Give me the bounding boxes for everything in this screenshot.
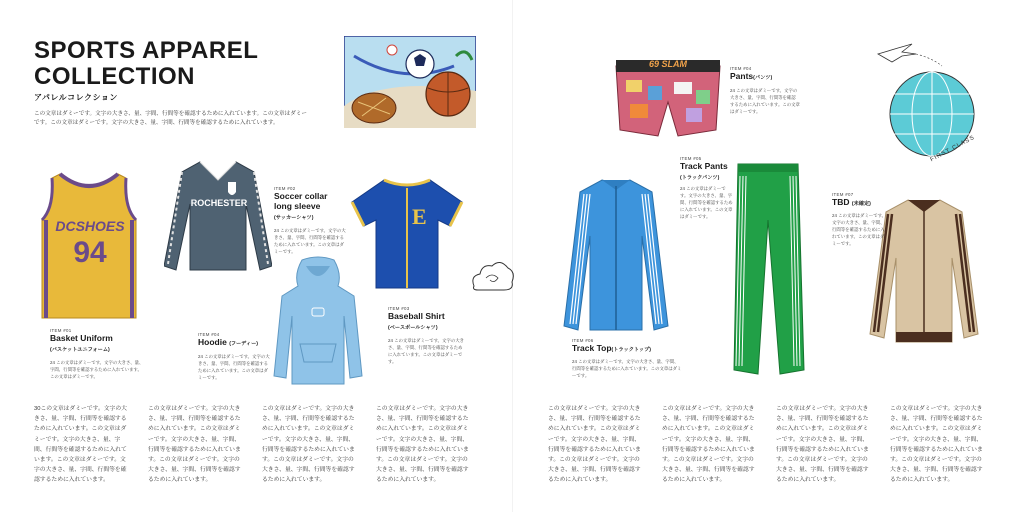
boxer-brand: 69 SLAM [648,59,687,69]
body-column-3: この文章はダミーです。文字の大きさ、量、字間、行間等を確認するために入れています。この文章はダミーです。文字の大きさ、量、字間、行間等を確認するために入れています。この文章はダミーです。文字の大きさ、量、字間、行間等を確認するために入れています。 [262,406,355,484]
item-name [50,333,146,355]
item-name-en: Track Top [572,343,612,353]
item-number: ITEM #07 [832,192,854,197]
item-number: ITEM #05 [680,156,702,161]
item-name [198,337,270,349]
item-number: ITEM #03 [388,306,410,311]
item-desc: 24 この文章はダミーです。文字の大きさ、量、字間、行間等を確認するために入れています。この文章はダミーです。 [832,213,887,246]
body-column-4: この文章はダミーです。文字の大きさ、量、字間、行間等を確認するために入れています。この文章はダミーです。文字の大きさ、量、字間、行間等を確認するために入れています。この文章はダミーです。文字の大きさ、量、字間、行間等を確認するために入れています。 [376,406,469,484]
item-name-jp: (フーディー) [229,341,259,347]
jersey-number: 94 [73,236,107,269]
item-name [832,197,888,209]
baseball-shirt-photo [350,176,464,292]
soccer-shirt-text: ROCHESTER [190,198,248,208]
item-desc: 24 この文章はダミーです。文字の大きさ、量、字間、行間等を確認するために入れています。この文章はダミーです。 [198,354,270,380]
item-desc: 24 この文章はダミーです。文字の大きさ、量、字間、行間等を確認するために入れています。この文章はダミーです。 [730,88,800,114]
item-desc: 24 この文章はダミーです。文字の大きさ、量、字間、行間等を確認するために入れています。この文章はダミーです。 [680,186,733,219]
body-column-2: この文章はダミーです。文字の大きさ、量、字間、行間等を確認するために入れています。この文章はダミーです。文字の大きさ、量、字間、行間等を確認するために入れています。この文章はダミーです。文字の大きさ、量、字間、行間等を確認するために入れています。 [148,406,241,484]
item-name-en: Hoodie [198,337,227,347]
body-column-7: この文章はダミーです。文字の大きさ、量、字間、行間等を確認するために入れています。この文章はダミーです。文字の大きさ、量、字間、行間等を確認するために入れています。この文章はダミーです。文字の大きさ、量、字間、行間等を確認するために入れています。 [776,406,869,484]
caption-soccer-shirt [274,186,346,255]
item-number: ITEM #01 [50,328,72,333]
item-desc: 24 この文章はダミーです。文字の大きさ、量、字間、行間等を確認するために入れています。この文章はダミーです。 [274,228,346,254]
item-name [572,343,682,355]
caption-hoodie [198,332,270,381]
caption-tbd [832,192,888,247]
item-name-en: Soccer collar long sleeve [274,191,328,211]
item-desc: 24 この文章はダミーです。文字の大きさ、量、字間、行間等を確認するために入れています。この文章はダミーです。 [50,360,144,379]
basket-uniform-photo [32,168,146,324]
caption-baseball-shirt [388,306,464,365]
cloud-doodle [468,256,516,296]
intro-text: この文章はダミーです。文字の大きさ、量、字間、行間等を確認するために入れています。この文章はダミーです。この文章はダミーです。文字の大きさ、量、字間、行間等を確認するために入れています。 [34,111,307,126]
sports-illustration [344,36,476,128]
item-name-en: Track Pants [680,161,728,171]
caption-basket-uniform [50,328,146,380]
svg-text:E: E [412,204,427,229]
globe-text: FIRST CLASS [929,134,977,164]
item-desc: 24 この文章はダミーです。文字の大きさ、量、字間、行間等を確認するために入れています。この文章はダミーです。 [388,338,465,364]
item-name-en: Baseball Shirt [388,311,445,321]
caption-track-pants [680,156,734,220]
item-name-jp: (バスケットユニフォーム) [50,347,110,353]
item-desc: 24 この文章はダミーです。文字の大きさ、量、字間、行間等を確認するために入れています。この文章はダミーです。 [572,359,682,378]
item-number: ITEM #04 [730,66,752,71]
page-title: SPORTS APPAREL COLLECTION [34,37,258,90]
item-name-en: Basket Uniform [50,333,113,343]
item-name-jp: (未確定) [851,201,871,207]
item-name-jp: (サッカーシャツ) [274,215,314,221]
globe-doodle [872,42,990,180]
body-column-5: この文章はダミーです。文字の大きさ、量、字間、行間等を確認するために入れています。この文章はダミーです。文字の大きさ、量、字間、行間等を確認するために入れています。この文章はダミーです。文字の大きさ、量、字間、行間等を確認するために入れています。 [548,406,641,484]
item-name-jp: (パンツ) [753,75,773,81]
item-name [730,71,800,83]
soccer-shirt-photo [164,158,272,276]
jersey-brand: DCSHOES [55,218,125,234]
item-number: ITEM #02 [274,186,296,191]
body-column-1: 30この文章はダミーです。文字の大きさ、量、字間、行間等を確認するために入れています。この文章はダミーです。文字の大きさ、量、字間、行間等を確認するために入れています。この文章はダミーです。文字の大きさ、量、字間、行間等を確認するために入れています。 [34,406,127,484]
body-column-8: この文章はダミーです。文字の大きさ、量、字間、行間等を確認するために入れています。この文章はダミーです。文字の大きさ、量、字間、行間等を確認するために入れています。この文章はダミーです。文字の大きさ、量、字間、行間等を確認するために入れています。 [890,406,983,484]
pants-photo [612,56,724,138]
item-name-en: TBD [832,197,850,207]
item-number: ITEM #04 [198,332,220,337]
body-column-6: この文章はダミーです。文字の大きさ、量、字間、行間等を確認するために入れています。この文章はダミーです。文字の大きさ、量、字間、行間等を確認するために入れています。この文章はダミーです。文字の大きさ、量、字間、行間等を確認するために入れています。 [662,406,755,484]
item-name-jp: (ベースボールシャツ) [388,325,438,331]
caption-track-top [572,338,682,379]
page-subtitle: アパレルコレクション [34,93,118,102]
item-name-jp: (トラックトップ) [611,347,652,353]
track-pants-photo [730,160,806,382]
caption-pants [730,66,800,115]
item-number: ITEM #06 [572,338,594,343]
item-name-jp: (トラックパンツ) [680,175,720,181]
track-top-photo [562,176,670,336]
item-name-en: Pants [730,71,754,81]
